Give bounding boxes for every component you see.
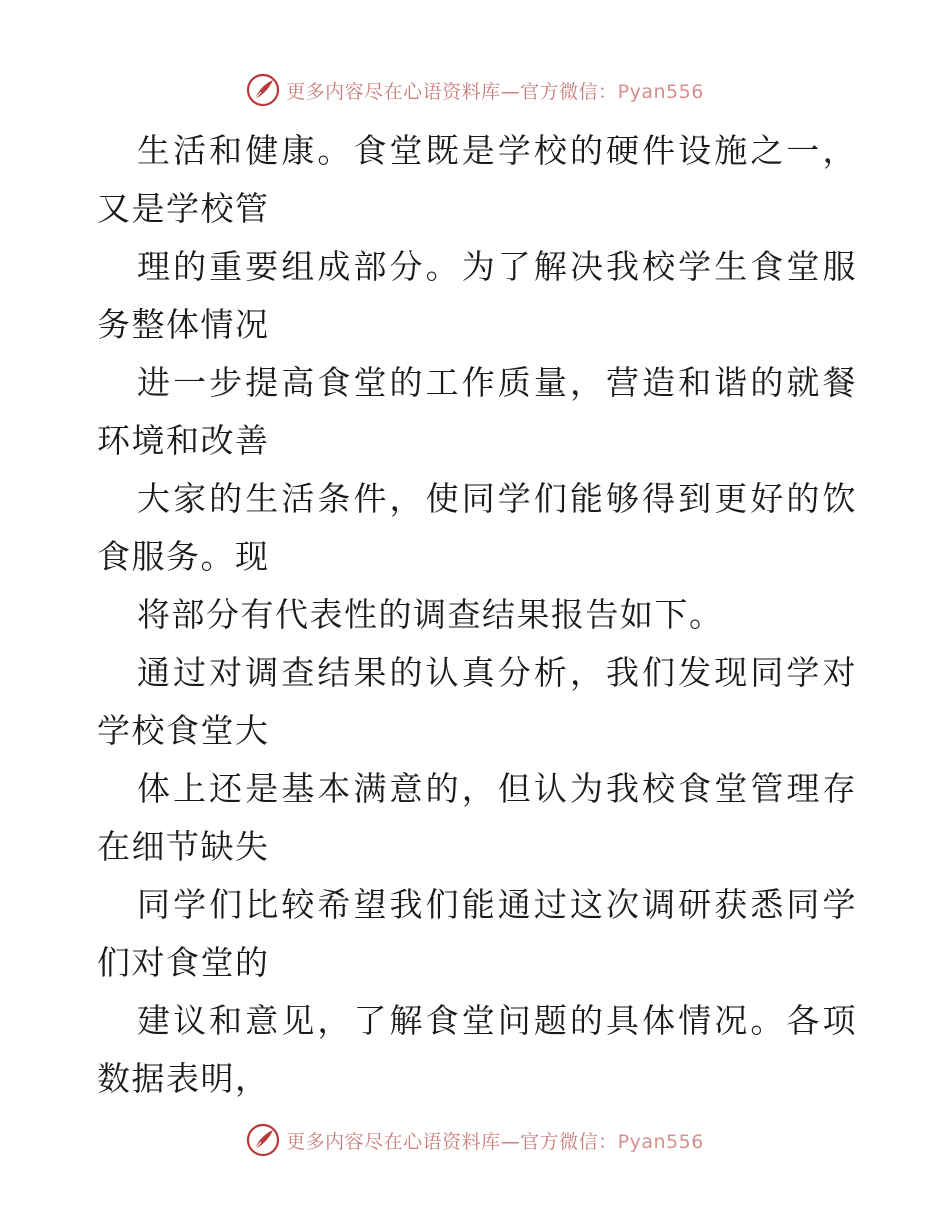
paragraph: 将部分有代表性的调查结果报告如下。 [137, 595, 724, 634]
watermark-wechat-id: Pyan556 [617, 80, 704, 103]
feather-pen-logo-icon [246, 73, 280, 107]
paragraph: 体上还是基本满意的，但认为我校食堂管理存在细节缺失 [97, 769, 857, 866]
paragraph: 大家的生活条件，使同学们能够得到更好的饮食服务。现 [97, 479, 857, 576]
feather-pen-logo-icon [246, 1123, 280, 1157]
paragraph: 通过对调查结果的认真分析，我们发现同学对学校食堂大 [97, 653, 857, 750]
paragraph: 理的重要组成部分。为了解决我校学生食堂服务整体情况 [97, 247, 857, 344]
footer-watermark [0, 1120, 950, 1160]
watermark-text [286, 77, 704, 104]
paragraph: 进一步提高食堂的工作质量，营造和谐的就餐环境和改善 [97, 363, 857, 460]
paragraph: 建议和意见，了解食堂问题的具体情况。各项数据表明， [97, 1001, 857, 1098]
header-watermark [0, 70, 950, 110]
paragraph: 生活和健康。食堂既是学校的硬件设施之一，又是学校管 [97, 131, 857, 228]
watermark-text [286, 1127, 704, 1154]
paragraph: 同学们比较希望我们能通过这次调研获悉同学们对食堂的 [97, 885, 857, 982]
watermark-main-text: 更多内容尽在心语资料库—官方微信： [286, 80, 618, 103]
watermark-wechat-id: Pyan556 [617, 1130, 704, 1153]
watermark-main-text: 更多内容尽在心语资料库—官方微信： [286, 1130, 618, 1153]
document-body [97, 122, 857, 1108]
